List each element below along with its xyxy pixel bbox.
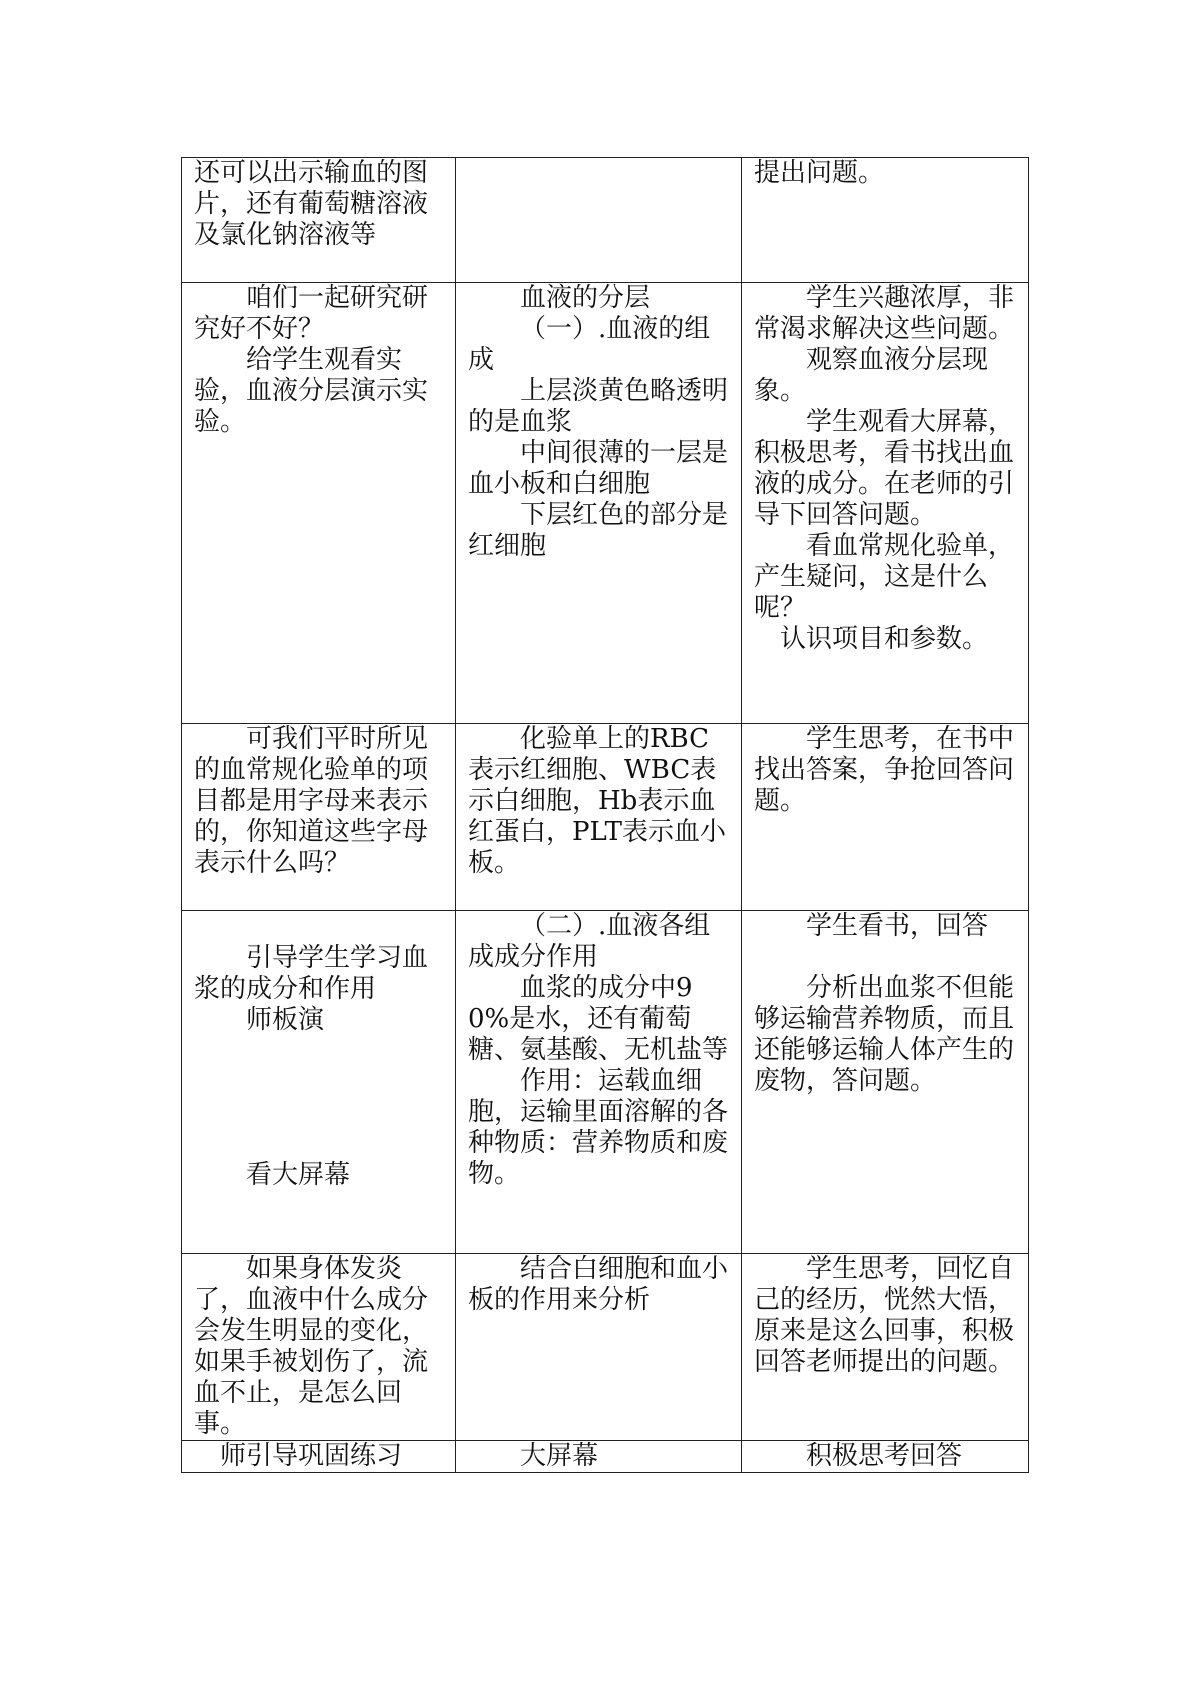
table-row: [182, 158, 1029, 283]
cell-text: 大屏幕: [520, 1441, 599, 1471]
cell-text: （一）.血液的组成: [468, 314, 711, 375]
content-cell: [456, 1441, 742, 1473]
table-row: [182, 283, 1029, 724]
cell-text: 积极思考回答: [806, 1441, 963, 1471]
student-cell: [742, 283, 1029, 724]
student-cell: [742, 1441, 1029, 1473]
cell-text: 如果身体发炎了，血液中什么成分会发生明显的变化，如果手被划伤了，流血不止，是怎么回事。: [194, 1254, 429, 1439]
content-cell: [456, 1254, 742, 1441]
table-row: [182, 1254, 1029, 1441]
cell-text: 还可以出示输血的图片，还有葡萄糖溶液及氯化钠溶液等: [194, 158, 429, 250]
cell-text: 上层淡黄色略透明的是血浆: [468, 376, 729, 437]
content-cell: [456, 724, 742, 911]
cell-text: 学生观看大屏幕，积极思考，看书找出血液的成分。在老师的引导下回答问题。: [754, 407, 1015, 530]
teacher-cell: [182, 283, 456, 724]
cell-text: 学生兴趣浓厚，非常渴求解决这些问题。: [754, 283, 1015, 344]
cell-text: 下层红色的部分是红细胞: [468, 500, 729, 561]
cell-text: 作用：运载血细胞，运输里面溶解的各种物质：营养物质和废物。: [468, 1066, 729, 1189]
cell-text: 看血常规化验单，产生疑问，这是什么呢？: [754, 531, 1015, 623]
content-cell: [456, 158, 742, 283]
cell-text: 咱们一起研究研究好不好？: [194, 283, 429, 344]
teacher-cell: [182, 724, 456, 911]
student-cell: [742, 158, 1029, 283]
cell-text: 观察血液分层现象。: [754, 345, 989, 406]
cell-text: 师引导巩固练习: [220, 1441, 403, 1471]
cell-text: 引导学生学习血浆的成分和作用: [194, 943, 429, 1004]
teacher-cell: [182, 158, 456, 283]
cell-text: 看大屏幕: [246, 1160, 351, 1190]
cell-text: 分析出血浆不但能够运输营养物质，而且还能够运输人体产生的废物，答问题。: [754, 973, 1015, 1096]
teacher-cell: [182, 1254, 456, 1441]
cell-text: 血液的分层: [520, 283, 651, 313]
cell-text: 提出问题。: [754, 158, 885, 188]
content-cell: [456, 911, 742, 1254]
table-row: [182, 1441, 1029, 1473]
content-cell: [456, 283, 742, 724]
cell-text: 学生看书，回答: [806, 911, 989, 941]
student-cell: [742, 1254, 1029, 1441]
cell-text: 师板演: [246, 1005, 325, 1035]
cell-text: 可我们平时所见的血常规化验单的项目都是用字母来表示的，你知道这些字母表示什么吗？: [194, 724, 429, 878]
table-row: [182, 724, 1029, 911]
cell-text: 血浆的成分中90%是水，还有葡萄糖、氨基酸、无机盐等: [468, 973, 729, 1065]
cell-text: 认识项目和参数。: [780, 624, 989, 654]
cell-text: （二）.血液各组成成分作用: [468, 911, 711, 972]
cell-text: 学生思考，在书中找出答案，争抢回答问题。: [754, 724, 1015, 816]
cell-text: 中间很薄的一层是血小板和白细胞: [468, 438, 729, 499]
cell-text: 化验单上的RBC表示红细胞、WBC表示白细胞，Hb表示血红蛋白，PLT表示血小板。: [468, 724, 726, 878]
table-row: [182, 911, 1029, 1254]
student-cell: [742, 724, 1029, 911]
teacher-cell: [182, 1441, 456, 1473]
lesson-table: [181, 157, 1029, 1473]
cell-text: 学生思考，回忆自己的经历，恍然大悟，原来是这么回事，积极回答老师提出的问题。: [754, 1254, 1015, 1377]
teacher-cell: [182, 911, 456, 1254]
student-cell: [742, 911, 1029, 1254]
cell-text: 给学生观看实验，血液分层演示实验。: [194, 345, 429, 437]
cell-text: 结合白细胞和血小板的作用来分析: [468, 1254, 729, 1315]
